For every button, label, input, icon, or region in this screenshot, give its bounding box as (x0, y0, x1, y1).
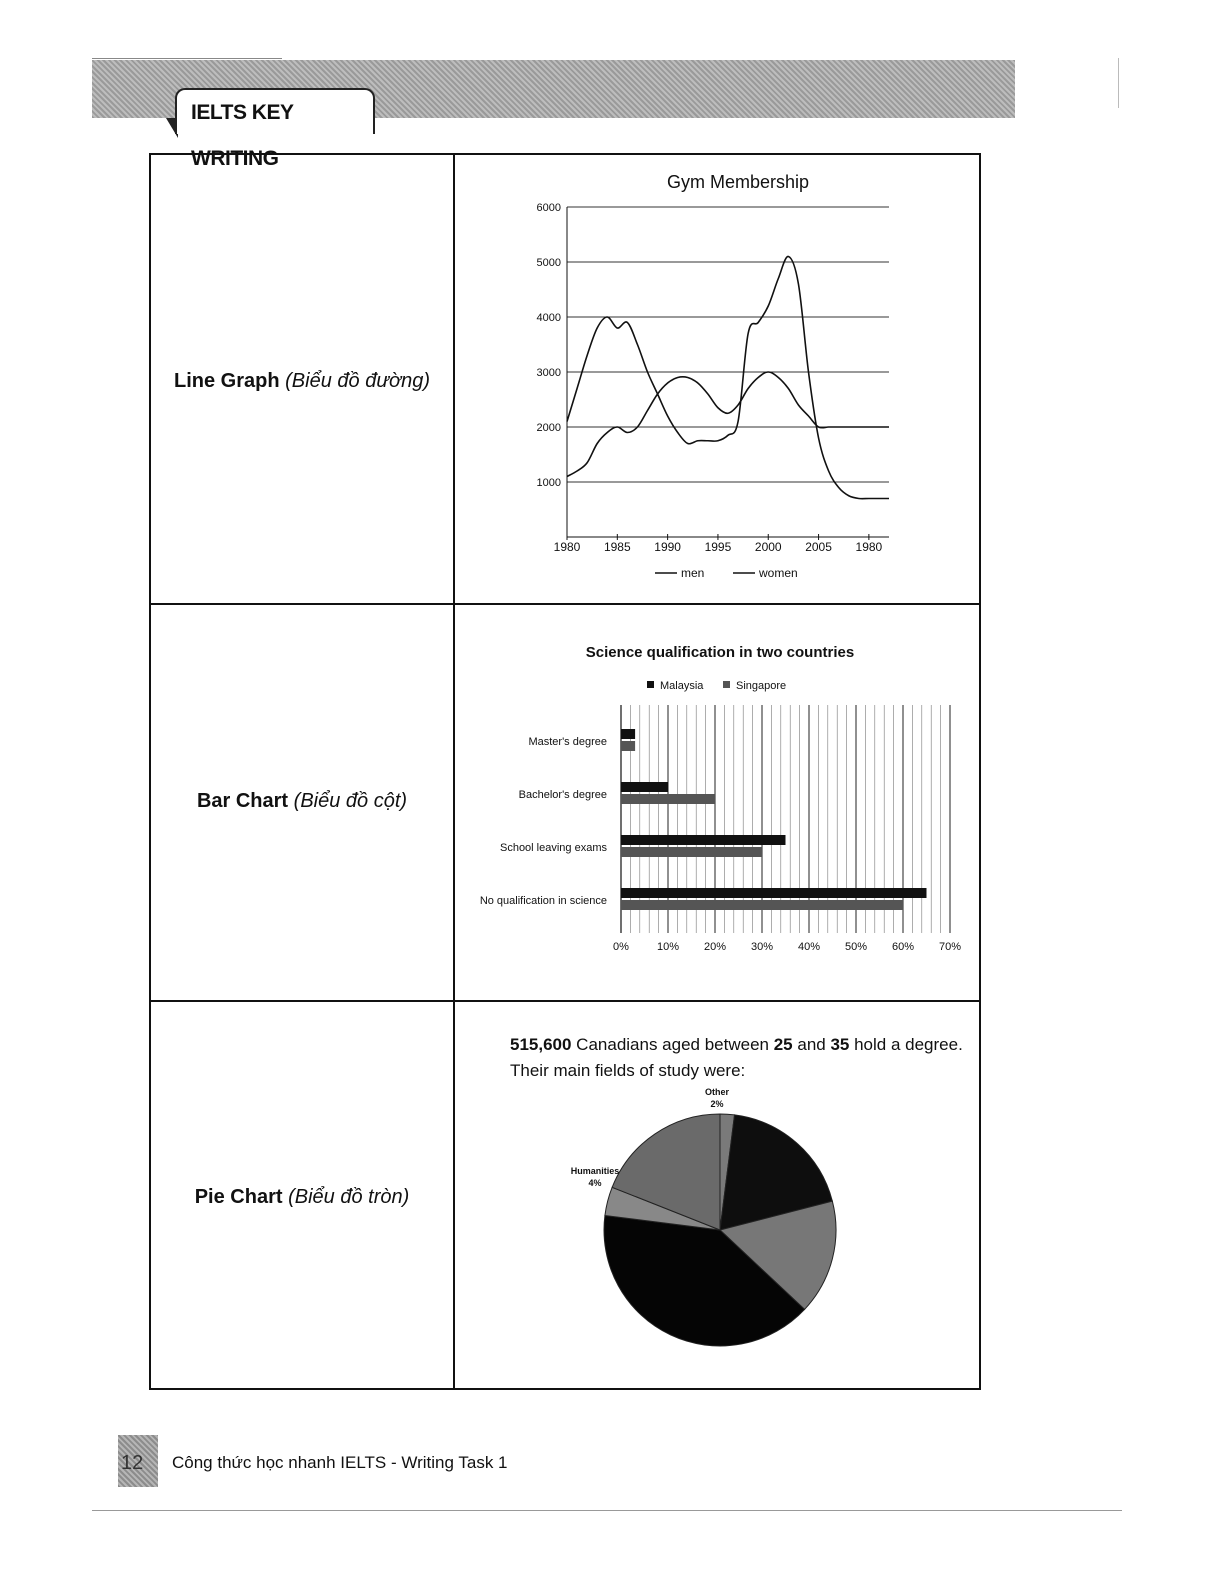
category-label: No qualification in science (479, 895, 607, 907)
x-tick-label: 10% (656, 941, 680, 953)
legend-label-women: women (759, 566, 798, 580)
legend-label-Singapore: Singapore (736, 680, 787, 692)
top-rule (92, 58, 282, 59)
row-vn: (Biểu đồ cột) (293, 790, 408, 812)
slice-value-humanities: 4% (588, 1178, 602, 1188)
series-line-women (567, 372, 889, 477)
pie-caption-line1 (510, 1032, 970, 1058)
page-edge-mark (1118, 58, 1119, 108)
x-tick-label: 40% (797, 941, 821, 953)
slice-value-other: 2% (710, 1099, 724, 1109)
category-label: Master's degree (528, 736, 607, 748)
footer-title: Công thức học nhanh IELTS - Writing Task 1 (172, 1453, 508, 1472)
caption-age-max: 35 (830, 1035, 850, 1054)
chart-title: Gym Membership (666, 172, 810, 192)
y-tick-label: 4000 (536, 312, 561, 324)
science-qualification-bar-chart (455, 605, 979, 998)
legend-label-Malaysia: Malaysia (660, 680, 704, 692)
bar-Malaysia (621, 782, 668, 792)
slice-label-other: Other (704, 1087, 730, 1097)
table-divider-row2 (149, 1000, 981, 1002)
x-tick-label: 60% (891, 941, 915, 953)
caption-text: and (792, 1035, 831, 1054)
category-label: Bachelor's degree (518, 789, 607, 801)
x-tick-label: 70% (938, 941, 962, 953)
x-tick-label: 1980 (855, 540, 883, 554)
row-label-bar-chart (151, 790, 453, 813)
x-tick-label: 30% (750, 941, 774, 953)
pie-caption-line2: Their main fields of study were: (510, 1061, 746, 1080)
pie-caption (510, 1032, 970, 1084)
bar-Malaysia (621, 835, 786, 845)
row-vn: (Biểu đồ đường) (285, 370, 430, 392)
x-tick-label: 1985 (603, 540, 631, 554)
x-tick-label: 1995 (704, 540, 732, 554)
x-tick-label: 20% (703, 941, 727, 953)
x-tick-label: 1990 (654, 540, 681, 554)
caption-count: 515,600 (510, 1035, 572, 1054)
y-tick-label: 2000 (536, 422, 561, 434)
row-label-line-graph (151, 370, 453, 393)
page-number: 12 (121, 1452, 144, 1474)
gym-membership-line-chart (455, 155, 979, 601)
bar-Malaysia (621, 888, 927, 898)
y-tick-label: 6000 (536, 202, 561, 214)
y-tick-label: 3000 (536, 367, 561, 379)
row-name: Bar Chart (196, 790, 289, 812)
slice-label-humanities: Humanities (570, 1166, 620, 1176)
legend-swatch-Singapore (723, 681, 730, 688)
row-vn: (Biểu đồ tròn) (288, 1186, 410, 1208)
bar-Singapore (621, 900, 903, 910)
caption-text: Canadians aged between (571, 1035, 774, 1054)
bar-Singapore (621, 741, 635, 751)
series-line-men (567, 256, 889, 498)
x-tick-label: 0% (613, 941, 629, 953)
row-name: Line Graph (174, 370, 280, 392)
row-name: Pie Chart (194, 1186, 283, 1208)
x-tick-label: 1980 (553, 540, 581, 554)
footer-rule (92, 1510, 1122, 1511)
header-tab-label: IELTS KEY WRITING (175, 88, 375, 134)
chart-title: Science qualification in two countries (585, 644, 855, 661)
bar-Malaysia (621, 729, 635, 739)
bar-Singapore (621, 794, 715, 804)
bar-Singapore (621, 847, 762, 857)
x-tick-label: 2000 (754, 540, 782, 554)
y-tick-label: 5000 (536, 257, 561, 269)
y-tick-label: 1000 (536, 477, 561, 489)
legend-label-men: men (681, 566, 705, 580)
fields-of-study-pie-chart (455, 1080, 979, 1380)
x-tick-label: 2005 (805, 540, 832, 554)
x-tick-label: 50% (844, 941, 868, 953)
caption-age-min: 25 (773, 1035, 793, 1054)
caption-text: hold a degree. (849, 1035, 963, 1054)
row-label-pie-chart (151, 1186, 453, 1209)
legend-swatch-Malaysia (647, 681, 654, 688)
category-label: School leaving exams (499, 842, 607, 854)
